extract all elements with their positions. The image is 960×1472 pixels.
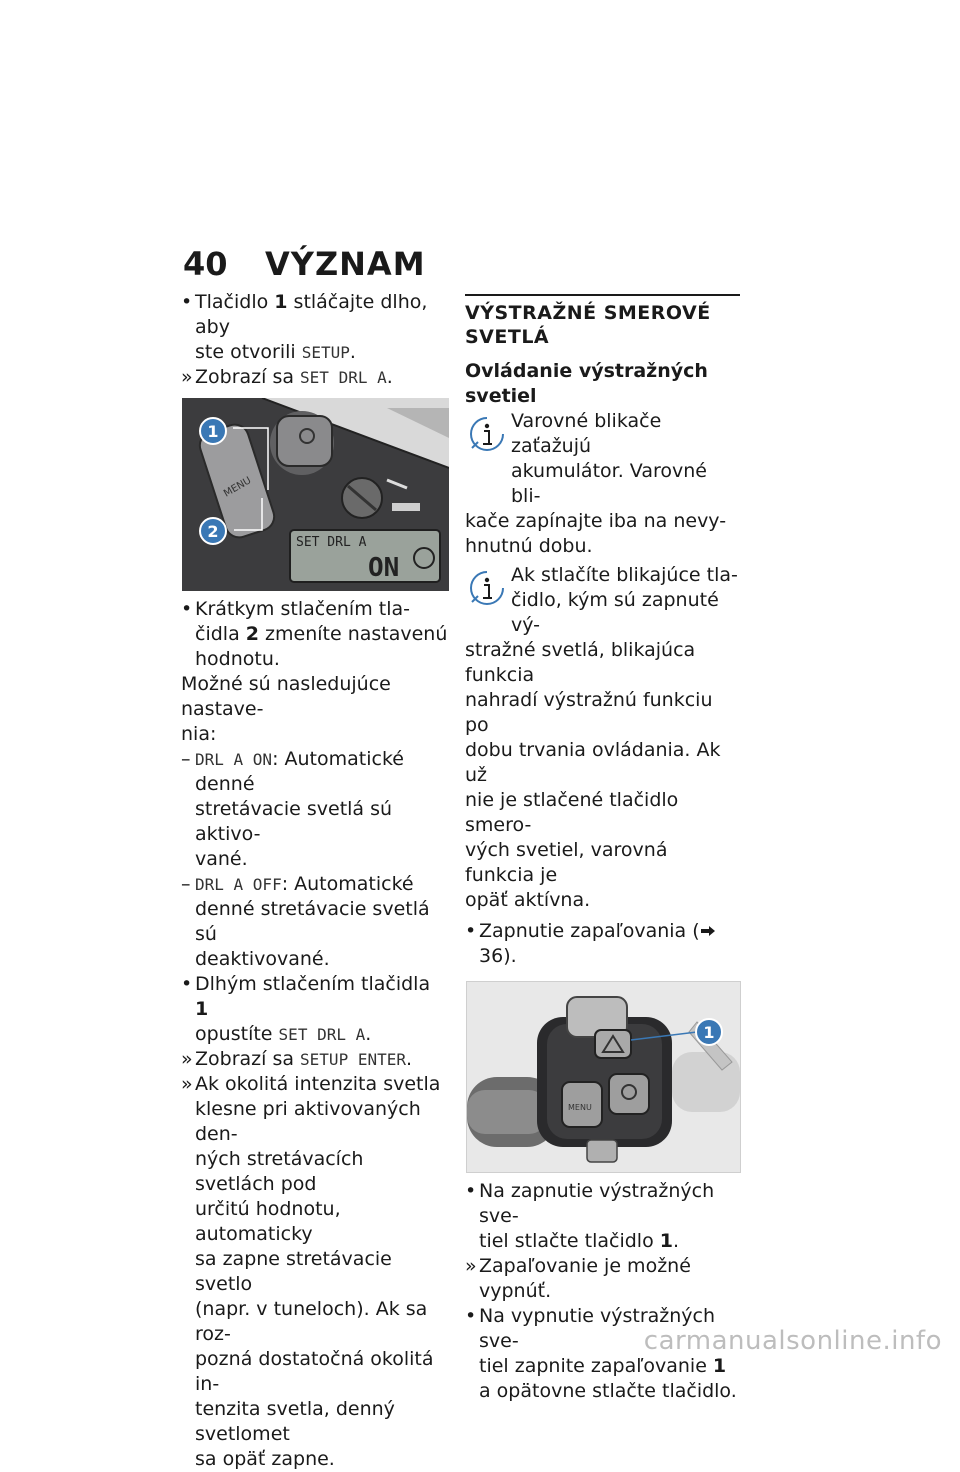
page-header [183, 244, 743, 284]
display-code: SET DRL A [300, 368, 387, 387]
result-arrow-icon: » [181, 366, 193, 388]
info-note: Varovné blikače zaťažujú akumulátor. Varovné bli- kače zapínajte iba na nevy- hnutnú dobu. [465, 410, 727, 557]
paragraph: Možné sú nasledujúce nastave- nia: [181, 673, 391, 745]
page-reference-arrow-icon [700, 925, 716, 937]
menu-label: MENU [568, 1103, 592, 1112]
list-item: • Na zapnutie výstražných sve- tiel stlačte tlačidlo 1. [465, 1180, 715, 1252]
bullet-icon: • [465, 1180, 477, 1202]
dash-item: – DRL A ON: Automatické denné stretávacie svetlá sú aktivo- vané. [181, 748, 404, 870]
hazard-switch-photo [466, 981, 741, 1173]
callout-1-label: 1 [703, 1023, 715, 1042]
callout-1-label: 1 [207, 422, 219, 441]
result-arrow-icon: » [465, 1255, 477, 1277]
button-number: 1 [659, 1230, 673, 1252]
display-code: DRL A ON [195, 750, 273, 769]
list-item: • Na vypnutie výstražných sve- tiel zapnite zapaľovanie 1 a opätovne stlačte tlačidlo. [465, 1305, 737, 1402]
callout-2-label: 2 [207, 522, 219, 541]
list-item: • Tlačidlo 1 stláčajte dlho, aby ste otvorili SETUP. [181, 291, 428, 363]
button-number: 2 [245, 623, 259, 645]
dash-icon: – [181, 748, 191, 770]
watermark: carmanualsonline.info [643, 1326, 942, 1356]
list-item: • Krátkym stlačením tla- čidla 2 zmeníte nastavenú hodnotu. [181, 598, 448, 670]
display-code: SETUP ENTER [300, 1050, 406, 1069]
menu-label: MENU [222, 475, 254, 500]
button-number: 1 [195, 998, 209, 1020]
button-number: 1 [274, 291, 288, 313]
right-column [465, 290, 740, 1404]
bullet-icon: • [181, 598, 193, 620]
bullet-icon: • [181, 973, 193, 995]
result-arrow-icon: » [181, 1073, 193, 1095]
info-note: Ak stlačíte blikajúce tla- čidlo, kým sú zapnuté vý- stražné svetlá, blikajúca funkcia nahradí výstražnú funkciu po dobu trvania ovládania. Ak už nie je stlačené tlačidlo smero- vých svetiel, varovná funkcia je opäť aktívna. [465, 564, 738, 911]
page-number: 40 [183, 245, 228, 283]
hazard-switch-illustration [467, 982, 740, 1172]
info-icon [468, 569, 506, 607]
info-icon [468, 415, 506, 453]
result-item: » Zapaľovanie je možné vypnúť. [465, 1255, 691, 1302]
list-item: • Zapnutie zapaľovania (36). [465, 919, 740, 969]
handlebar-menu-illustration [182, 398, 449, 591]
dash-item: – DRL A OFF: Automatické denné stretávacie svetlá sú deaktivované. [181, 873, 430, 970]
display-code: DRL A OFF [195, 875, 282, 894]
lcd-on-text: ON [368, 553, 400, 583]
result-item: » Zobrazí sa SETUP ENTER. [181, 1048, 413, 1070]
lcd-top-text: SET DRL A [296, 535, 367, 550]
left-column [181, 290, 449, 1472]
sub-heading: Ovládanie výstražných svetiel [465, 360, 708, 407]
button-number: 1 [712, 1355, 727, 1377]
handlebar-menu-photo [182, 398, 449, 591]
section-heading: VÝSTRAŽNÉ SMEROVÉ SVETLÁ [465, 302, 711, 348]
bullet-icon: • [181, 291, 193, 313]
bullet-icon: • [465, 1305, 477, 1327]
dash-icon: – [181, 873, 191, 895]
result-arrow-icon: » [181, 1048, 193, 1070]
display-code: SETUP [301, 343, 350, 362]
page-title: VÝZNAM [265, 245, 426, 283]
result-item: » Zobrazí sa SET DRL A. [181, 366, 393, 388]
result-item: » Ak okolitá intenzita svetla klesne pri aktivovaných den- ných stretávacích svetlách pod určitú hodnotu, automaticky sa zapne stretávacie svetlo (napr. v tuneloch). Ak sa roz- pozná dostatočná okolitá in- tenzita svetla, denný svetlomet sa opäť zapne. [181, 1073, 441, 1470]
section-rule [465, 294, 740, 296]
bullet-icon: • [465, 920, 477, 942]
list-item: • Dlhým stlačením tlačidla 1 opustíte SET DRL A. [181, 973, 431, 1045]
display-code: SET DRL A [278, 1025, 366, 1044]
